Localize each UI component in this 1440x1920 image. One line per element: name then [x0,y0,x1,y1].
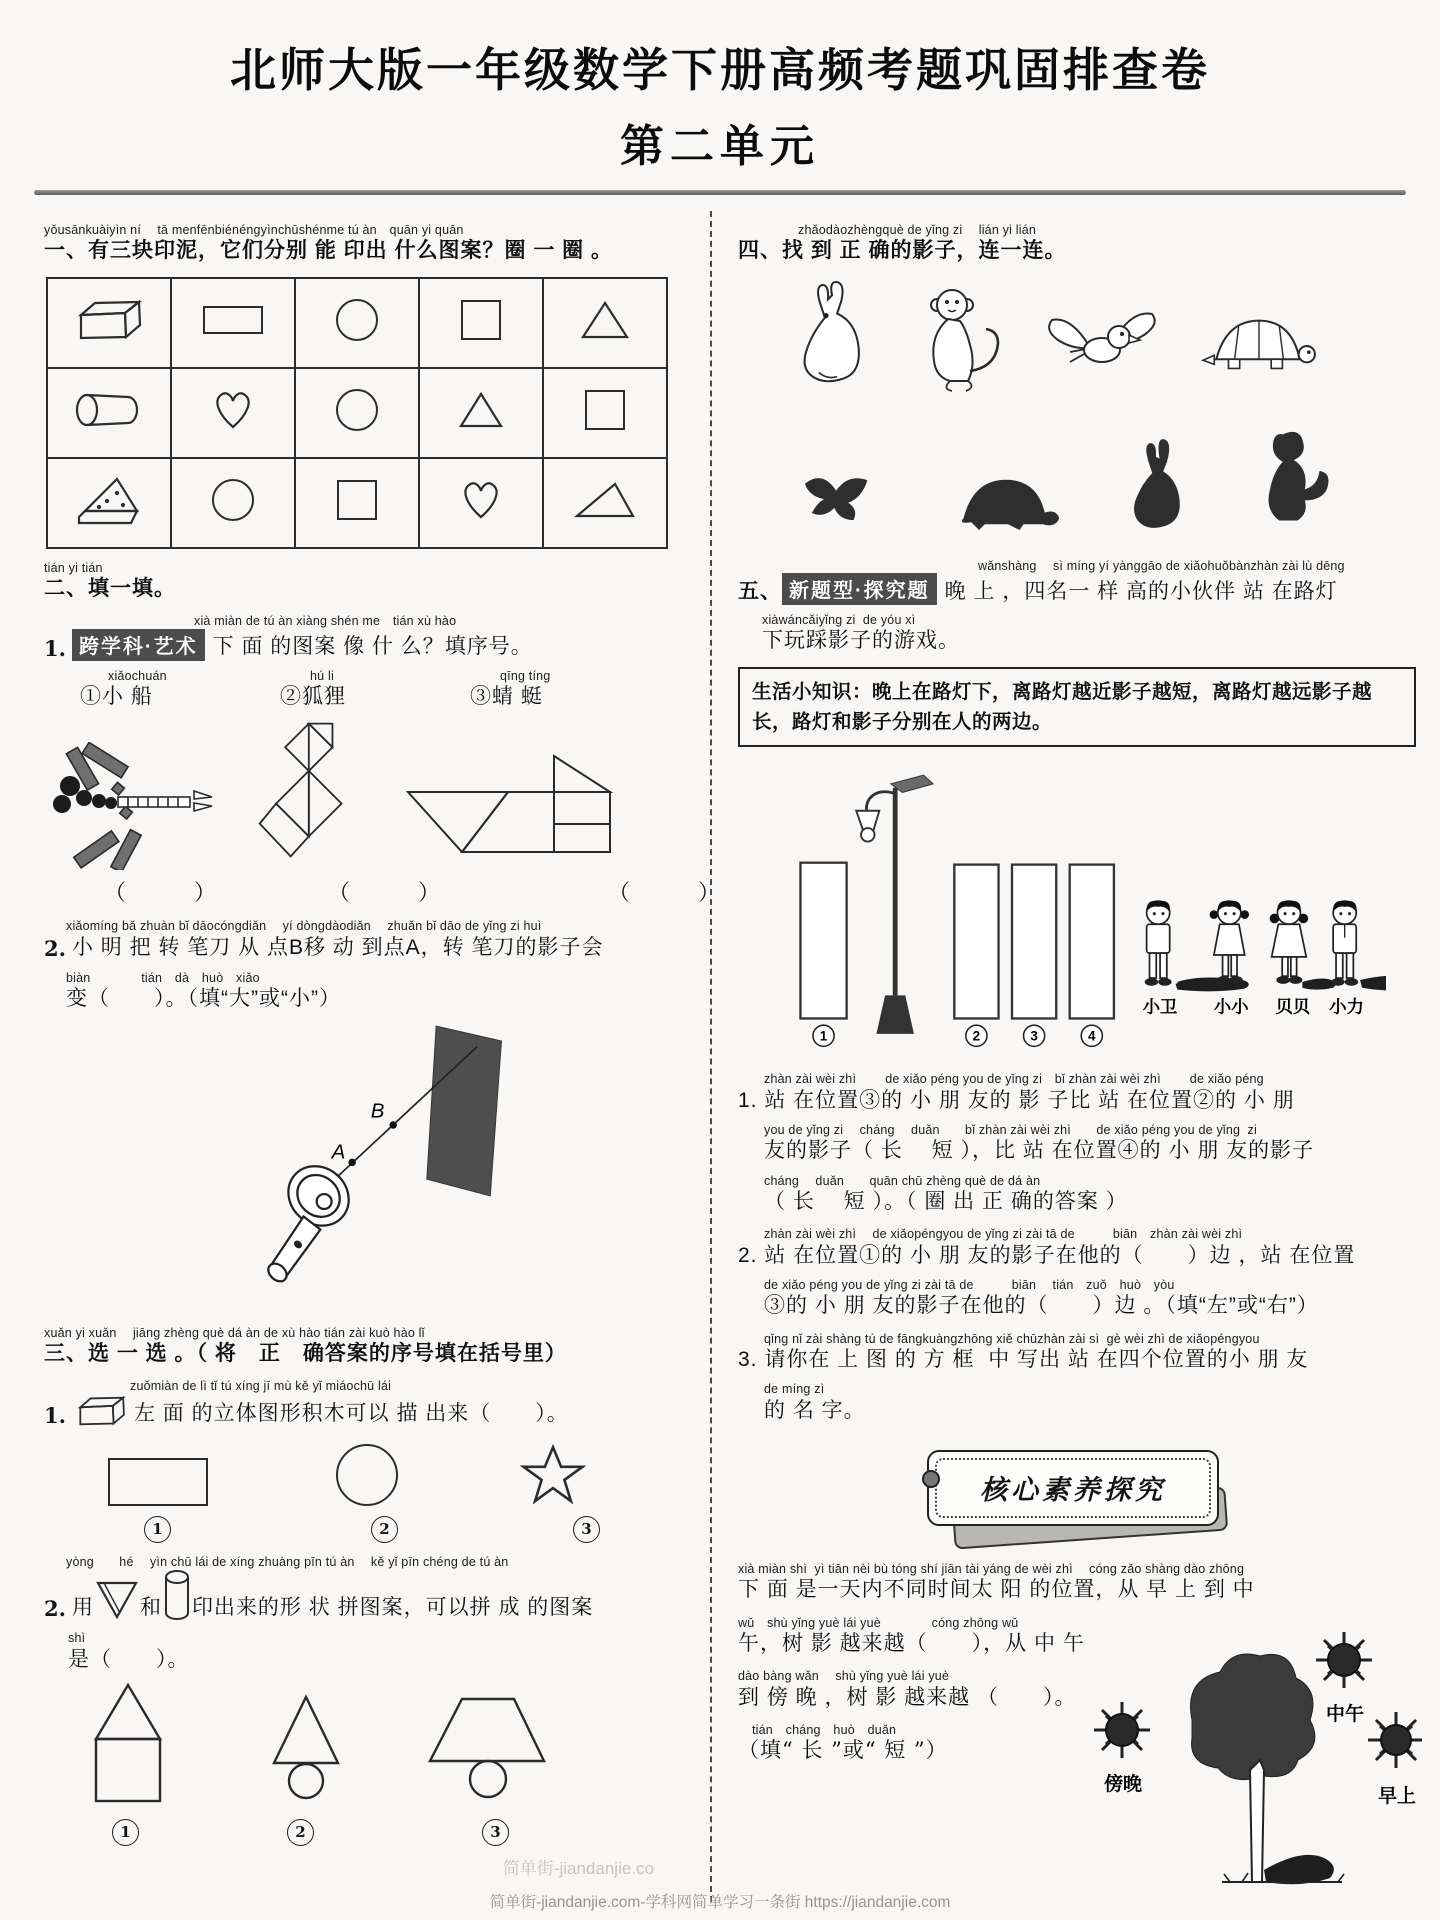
q1-images [44,720,694,870]
star-icon [520,1444,586,1506]
flashlight-diagram [54,1013,654,1321]
right-q3-pinyin-1: qǐng nǐ zài shàng tú de fāngkuàngzhōng xiě chūzhàn zài sì gè wèi zhì de xiǎopéngyou [764,1331,1260,1346]
bird-image [1044,301,1164,383]
s3-q2-options [44,1681,694,1809]
kid-name-2: 小小 [1213,996,1249,1017]
s3-q1-text: 左 面 的立体图形积木可以 描 出来（ ）。 [133,1402,569,1426]
s3-q1-options [44,1444,694,1506]
s3-q2-pinyin: yòng hé yìn chū lái de xíng zhuàng pīn tú àn kě yǐ pīn chéng de tú àn [66,1554,509,1569]
page-subtitle: 第二单元 [620,122,820,171]
q1-answer-blanks [44,876,729,907]
street-lamp-scene [738,755,1386,1055]
right-q3-block [738,1332,1416,1424]
heart-icon [459,479,503,521]
square-icon [585,390,625,430]
fin-pinyin-3: dào bàng wǎn shù yǐng yuè lái yuè [738,1669,950,1684]
q1-number: 1. [44,635,66,661]
right-column [712,211,1416,1902]
q1-block [44,614,694,660]
s3-q2-block [44,1555,694,1673]
kid-name-4: 小力 [1329,996,1364,1017]
wide-triangle-icon [573,480,637,520]
option-number-3: 3 [482,1819,509,1846]
point-b-dot [389,1121,396,1128]
q1-options [44,669,694,711]
option-number-2: 2 [287,1819,314,1846]
box-number-4: 4 [1088,1028,1096,1044]
right-q2-block [738,1227,1416,1319]
s3-q1-number: 1. [44,1402,66,1428]
life-tip-text: 生活小知识：晚上在路灯下，离路灯越近影子越短，离路灯越远影子越长，路灯和影子分别在人的两边。 [752,679,1373,733]
rectangle-icon [203,306,263,334]
s3-q2-number: 2. [44,1596,66,1622]
two-column-layout [0,195,1440,1902]
s3-q2-text-b: 和 [139,1595,162,1619]
sun-evening-icon [1094,1702,1150,1758]
kid-figure [1331,901,1386,991]
s3-q1-block [44,1379,694,1427]
boat-tangram-image [404,752,624,870]
sun-morning-label: 早上 [1378,1785,1417,1807]
right-q1-block [738,1072,1416,1215]
square-icon [461,300,501,340]
flashlight-icon [265,1154,361,1285]
kid-name-1: 小卫 [1142,996,1178,1017]
final-exploration-block [738,1562,1416,1902]
trapezoid-circle-image [422,1691,552,1809]
cuboid-icon [73,297,145,343]
right-q1-text-2: 友的影子（ 长 短 ），比 站 在位置④的 小 朋 友的影子 [764,1139,1315,1163]
q1-option-1 [80,669,280,711]
kid-figure [1177,901,1249,990]
tree-icon [1191,1654,1344,1884]
option-number-1: 1 [112,1819,139,1846]
triangle-icon [457,390,505,430]
right-q1-pinyin-1: zhàn zài wèi zhì de xiǎo péng you de yǐng zi bǐ zhàn zài wèi zhì de xiǎo péng [764,1072,1264,1087]
s3-q2-pinyin-2: shì [68,1631,86,1646]
sun-evening-label: 傍晚 [1104,1773,1143,1795]
position-box-numbers [813,1025,1102,1046]
table-row [47,368,667,458]
fin-pinyin-4: tián cháng huò duǎn [752,1722,897,1737]
s3-q1-option-numbers [44,1516,694,1543]
q2-block [44,919,694,1012]
option-pinyin: xiǎochuán [108,668,167,683]
right-q3-pinyin-2: de míng zì [764,1382,825,1397]
s3-q2-text-c: 印出来的形 状 拼图案，可以拼 成 的图案 [191,1595,594,1619]
dragonfly-pattern-image [44,742,234,870]
animal-row [784,279,1416,401]
circle-icon [212,479,254,521]
fin-pinyin-2: wǔ shù yǐng yuè lái yuè cóng zhōng wǔ [738,1615,1019,1630]
answer-blank: （ ） [328,881,449,907]
option-number-1: 1 [144,1516,171,1543]
street-lamp-icon [856,775,933,1034]
left-column [44,211,729,1879]
s3-q2-text-a: 用 [71,1595,94,1619]
cuboid-icon [72,1394,130,1428]
table-row [47,278,667,368]
rectangle-icon [108,1458,208,1506]
watermark-text: 简单街-jiandanjie.co [502,1858,654,1878]
q1-option-2 [280,669,470,711]
option-number-3: 3 [573,1516,600,1543]
triangle-circle-image [264,1691,348,1809]
fin-pinyin-1: xià miàn shì yì tiān nèi bù tóng shí jiān tài yáng de wèi zhì cóng zǎo shàng dào zhōng [738,1561,1245,1576]
section-1-header [44,223,694,265]
box-number-2: 2 [972,1028,981,1044]
right-q2-pinyin-2: de xiǎo péng you de yǐng zi zài tā de biān tián zuǒ huò yòu [764,1277,1175,1292]
right-q3-text-2: 的 名 字。 [764,1398,866,1422]
fin-text-1: 下 面 是一天内不同时间太 阳 的位置，从 早 上 到 中 [738,1578,1255,1602]
s3-q2-option-numbers [44,1819,694,1846]
option-label: ②狐狸 [280,685,346,709]
box-number-3: 3 [1030,1028,1038,1044]
turtle-image [1198,305,1320,379]
turtle-shadow-image [950,467,1066,537]
right-q2-text-1: 2. 站 在位置①的 小 朋 友的影子在他的（ ）边 ，站 在位置 [738,1243,1356,1267]
footer-text: 简单街-jiandanjie.com-学科网简单学习一条街 https://jiandanjie.com [489,1894,951,1911]
kid-figure [1270,901,1336,990]
section-5-pinyin-2: xiàwáncǎiyǐng zi de yóu xì [762,613,916,628]
kid-name-3: 贝贝 [1275,996,1311,1017]
monkey-image [910,283,1010,401]
house-shape-image [80,1681,176,1809]
cylinder-icon [72,389,146,431]
section-5-pinyin-1: wǎnshàng sì míng yí yànggāo de xiǎohuǒbànzhàn zài lù dēng [978,558,1345,573]
right-q3-text-1: 3. 请你在 上 图 的 方 框 中 写出 站 在四个位置的小 朋 友 [738,1347,1309,1371]
right-q1-text-1: 1. 站 在位置③的 小 朋 友的 影 子比 站 在位置②的 小 朋 [738,1088,1295,1112]
page-title: 北师大版一年级数学下册高频考题巩固排查卷 [230,44,1210,96]
shadow-row [798,427,1416,537]
rabbit-shadow-image [1114,433,1196,537]
banner-title: 核心素养探究 [980,1475,1166,1507]
circle-icon [336,1444,398,1506]
right-q1-text-3: （ 长 短 ）。（ 圈 出 正 确的答案 ） [764,1189,1128,1213]
inverted-triangle-icon [94,1577,140,1621]
sun-tree-illustration [1092,1620,1422,1920]
sun-noon-label: 中午 [1326,1703,1365,1725]
right-q2-pinyin-1: zhàn zài wèi zhì de xiǎopéngyou de yǐng zi zài tā de biān zhàn zài wèi zhì [764,1227,1243,1242]
section-4-pinyin: zhǎodàozhèngquè de yǐng zi lián yi lián [798,223,1037,237]
sun-noon-icon [1316,1632,1372,1688]
section-3-pinyin: xuǎn yi xuǎn jiāng zhèng què dá àn de xù hào tián zài kuò hào lǐ [44,1325,425,1340]
circle-icon [336,299,378,341]
option-label: ③蜻 蜓 [470,685,543,709]
new-question-type-badge: 新题型·探究题 [782,573,937,605]
right-q1-pinyin-3: cháng duǎn quān chū zhèng què de dá àn [764,1173,1041,1188]
section-4-header [738,223,1416,265]
section-3-header [44,1326,694,1368]
answer-blank: （ ） [608,881,729,907]
section-1-pinyin: yǒusānkuàiyìn ní tā menfēnbiénéngyìnchūshénme tú àn quān yi quān [44,223,464,237]
section-3-title: 三、选 一 选 。（ 将 正 确答案的序号填在括号里） [44,1342,567,1366]
box-number-1: 1 [819,1028,828,1044]
q2-pinyin-2: biàn tián dà huò xiǎo [66,971,260,986]
section-2-title: 二、填一填。 [44,577,176,601]
circle-icon [336,389,378,431]
answer-blank: （ ） [104,881,225,907]
q1-pinyin: xià miàn de tú àn xiàng shén me tián xù hào [194,614,457,629]
fin-text-3: 到 傍 晚 ，树 影 越来越 （ ）。 [738,1685,1077,1709]
title-block [0,0,1440,174]
q1-option-3 [470,669,550,711]
fin-text-4: （填“ 长 ”或“ 短 ”） [738,1738,948,1763]
stamp-table [46,277,668,549]
section-2-header [44,561,694,603]
rabbit-image [784,279,876,401]
square-icon [337,480,377,520]
s3-q2-text-2: 是（ ）。 [68,1647,190,1671]
monkey-shadow-image [1244,427,1340,537]
fox-tangram-image [252,720,382,870]
section-5-text-2: 下玩踩影子的游戏。 [762,629,960,653]
pin-icon [922,1470,940,1488]
s3-q1-pinyin: zuǒmiàn de lì tǐ tú xíng jī mù kě yǐ miáochū lái [130,1379,392,1394]
q2-text-1: 小 明 把 转 笔刀 从 点B移 动 到点A，转 笔刀的影子会 [71,935,604,959]
option-label: ①小 船 [80,685,153,709]
core-competency-banner [927,1450,1227,1546]
cylinder-upright-icon [162,1569,192,1621]
section-5-text-1: 晚 上 ，四名一 样 高的小伙伴 站 在路灯 [944,579,1338,603]
sun-morning-icon [1368,1712,1422,1768]
q2-pinyin-1: xiǎomíng bǎ zhuàn bǐ dāocóngdiǎn yí dòngdàodiǎn zhuǎn bǐ dāo de yǐng zi huì [66,919,542,934]
section-5-header [738,559,1416,655]
section-5-number: 五、 [738,579,782,603]
life-tip-box [738,667,1416,747]
section-4-title: 四、找 到 正 确的影子，连一连。 [738,239,1067,263]
table-row [47,458,667,548]
option-number-2: 2 [371,1516,398,1543]
q2-text-2: 变（ ）。（填“大”或“小”） [66,987,341,1011]
section-1-title: 一、有三块印泥，它们分别 能 印出 什么图案？圈 一 圈 。 [44,239,614,263]
right-q1-pinyin-2: you de yǐng zi cháng duǎn bǐ zhàn zài wèi zhì de xiǎo péng you de yǐng zi [764,1122,1257,1137]
heart-icon [211,389,255,431]
triangle-icon [579,299,631,341]
right-q2-text-2: ③的 小 朋 友的影子在他的（ ）边 。（填“左”或“右”） [764,1294,1319,1318]
point-a-dot [348,1158,355,1165]
triangular-prism-icon [73,473,145,527]
q2-number: 2. [44,936,66,962]
fin-text-2: 午，树 影 越来越（ ），从 中 午 [738,1631,1085,1655]
position-boxes [800,863,1113,1019]
option-pinyin: qīng tíng [500,668,551,683]
cross-subject-badge: 跨学科·艺术 [72,629,205,661]
bird-shadow-image [798,465,902,537]
point-a-label: A [331,1140,346,1164]
point-b-label: B [370,1099,385,1123]
section-2-pinyin: tián yi tián [44,560,103,575]
q1-text: 下 面 的图案 像 什 么？填序号。 [212,635,533,659]
option-pinyin: hú li [310,668,334,683]
